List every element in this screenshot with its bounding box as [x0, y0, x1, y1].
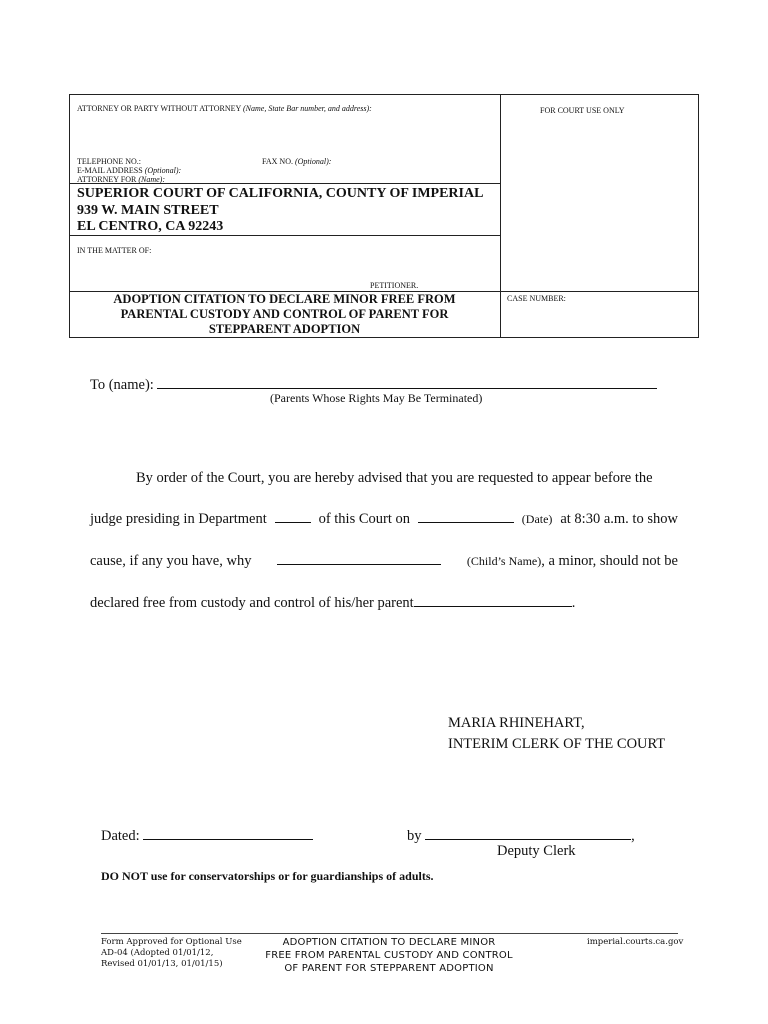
- clerk-name: MARIA RHINEHART,: [448, 715, 585, 731]
- by-label: by: [407, 828, 422, 844]
- clerk-title: INTERIM CLERK OF THE COURT: [448, 736, 666, 752]
- paragraph-line-2: judge presiding in Department of this Court on (Date) at 8:30 a.m. to show: [90, 508, 678, 528]
- warning-note: DO NOT use for conservatorships or for guardianships of adults.: [101, 869, 434, 883]
- to-name-label: To (name):: [90, 377, 154, 393]
- footer-rule: [101, 933, 678, 934]
- matter-label: IN THE MATTER OF:: [77, 246, 152, 255]
- caption-divider-court: [69, 235, 500, 236]
- by-row: by ,: [407, 825, 635, 845]
- footer-website: imperial.courts.ca.gov: [587, 937, 684, 947]
- petitioner-label: PETITIONER.: [370, 281, 419, 290]
- paragraph-line-4: declared free from custody and control of his/her parent .: [90, 592, 575, 612]
- parent-name-field[interactable]: [414, 592, 572, 607]
- paragraph-line-1: By order of the Court, you are hereby advised that you are requested to appear before the: [136, 470, 653, 486]
- dated-label: Dated:: [101, 828, 140, 844]
- court-use-label: FOR COURT USE ONLY: [540, 106, 625, 115]
- court-street: 939 W. MAIN STREET: [77, 203, 219, 218]
- court-name: SUPERIOR COURT OF CALIFORNIA, COUNTY OF IMPERIAL: [77, 186, 484, 201]
- hearing-date-field[interactable]: [418, 508, 514, 523]
- child-name-field[interactable]: [277, 550, 441, 565]
- to-name-field[interactable]: [157, 374, 657, 389]
- paragraph-line-3: cause, if any you have, why (Child’s Name), a minor, should not be: [90, 550, 678, 570]
- caption-divider-vertical: [500, 94, 501, 338]
- form-title: ADOPTION CITATION TO DECLARE MINOR FREE FROM PARENTAL CUSTODY AND CONTROL OF PARENT FOR STEPPARENT ADOPTION: [113, 292, 456, 336]
- deputy-clerk-signature-field[interactable]: [425, 825, 631, 840]
- department-field[interactable]: [275, 508, 311, 523]
- email-label: E-MAIL ADDRESS (Optional):: [77, 166, 182, 175]
- telephone-label: TELEPHONE NO.:: [77, 157, 141, 166]
- fax-label: FAX NO. (Optional):: [262, 157, 332, 166]
- attorney-label: ATTORNEY OR PARTY WITHOUT ATTORNEY (Name, State Bar number, and address):: [77, 104, 372, 113]
- dated-row: [101, 825, 313, 845]
- court-city: EL CENTRO, CA 92243: [77, 219, 224, 234]
- footer-form-title: ADOPTION CITATION TO DECLARE MINOR FREE FROM PARENTAL CUSTODY AND CONTROL OF PARENT FOR STEPPARENT ADOPTION: [265, 937, 513, 974]
- deputy-clerk-label: Deputy Clerk: [497, 843, 576, 859]
- attorney-for-label: ATTORNEY FOR (Name):: [77, 175, 165, 184]
- footer-form-info: Form Approved for Optional Use AD-04 (Adopted 01/01/12, Revised 01/01/13, 01/01/15): [101, 937, 242, 969]
- case-number-label: CASE NUMBER:: [507, 294, 566, 303]
- dated-field[interactable]: [143, 825, 313, 840]
- to-name-caption: (Parents Whose Rights May Be Terminated): [270, 391, 483, 405]
